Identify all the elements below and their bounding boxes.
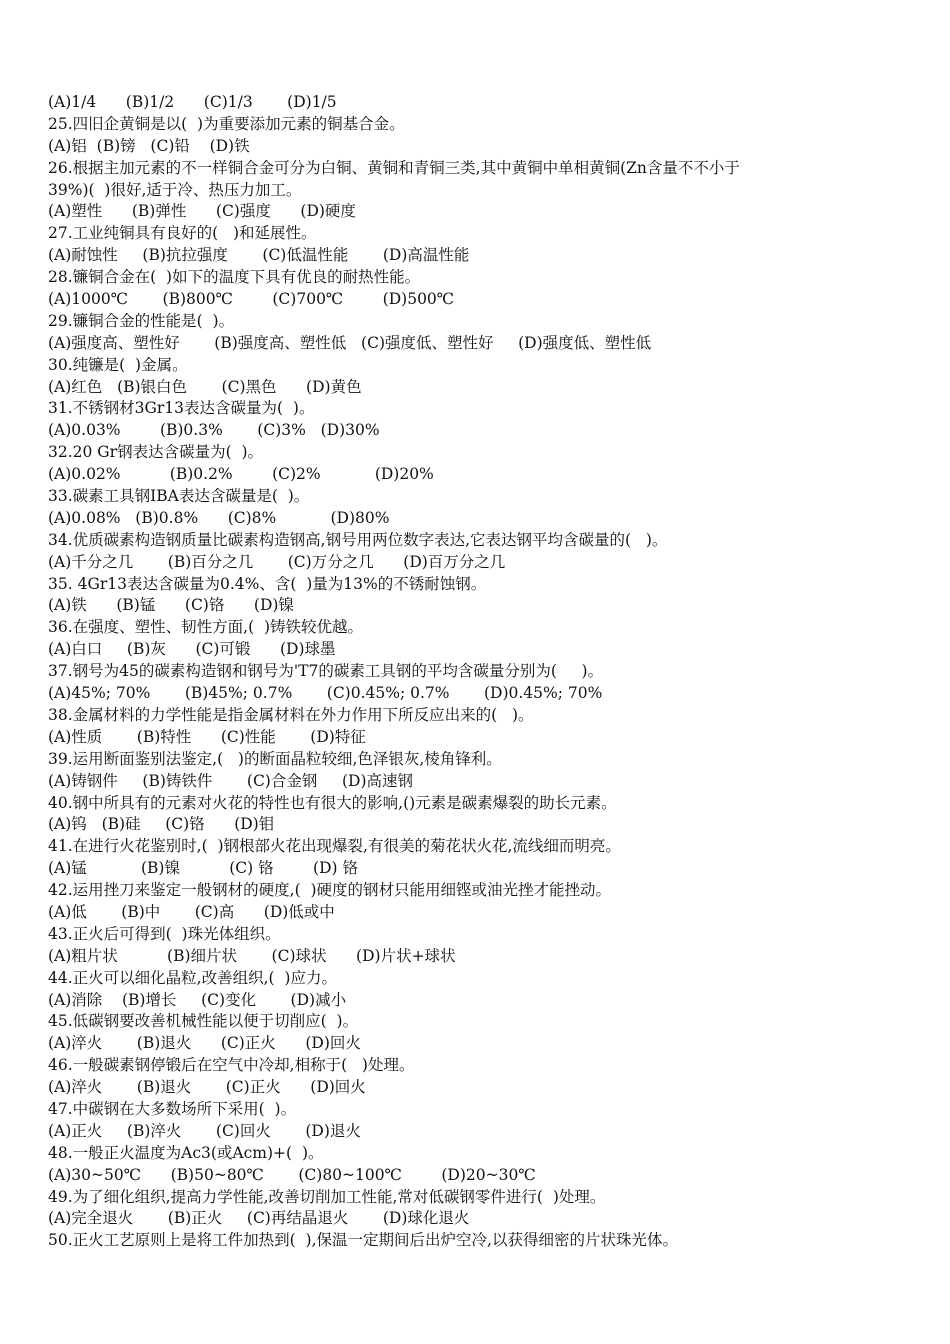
options-line: (A)30~50℃ (B)50~80℃ (C)80~100℃ (D)20~30℃ — [48, 1165, 536, 1184]
options-line: (A)0.02% (B)0.2% (C)2% (D)20% — [48, 465, 434, 484]
question-line: 25.四旧企黄铜是以( )为重要添加元素的铜基合金。 — [48, 114, 405, 133]
question-line: 34.优质碳素构造钢质量比碳素构造钢高,钢号用两位数字表达,它表达钢平均含碳量的( )。 — [48, 530, 668, 549]
question-line: 42.运用挫刀来鉴定一般钢材的硬度,( )硬度的钢材只能用细铿或油光挫才能挫动。 — [48, 881, 612, 900]
options-line: (A)淬火 (B)退火 (C)正火 (D)回火 — [48, 1034, 361, 1053]
options-line: (A)45%; 70% (B)45%; 0.7% (C)0.45%; 0.7% (D)0.45%; 70% — [48, 684, 603, 703]
question-line: 50.正火工艺原则上是将工件加热到( ),保温一定期间后出炉空冷,以获得细密的片状珠光体。 — [48, 1231, 678, 1250]
document-page — [48, 92, 918, 1252]
options-line: (A)正火 (B)淬火 (C)回火 (D)退火 — [48, 1121, 361, 1140]
question-line: 47.中碳钢在大多数场所下采用( )。 — [48, 1099, 297, 1118]
options-line: (A)红色 (B)银白色 (C)黑色 (D)黄色 — [48, 377, 362, 396]
question-line: 28.镰铜合金在( )如下的温度下具有优良的耐热性能。 — [48, 268, 421, 287]
question-line: 39%)( )很好,适于冷、热压力加工。 — [48, 180, 302, 199]
question-line: 44.正火可以细化晶粒,改善组织,( )应力。 — [48, 968, 337, 987]
options-line: (A)性质 (B)特性 (C)性能 (D)特征 — [48, 727, 366, 746]
options-line: (A)钨 (B)硅 (C)铬 (D)钼 — [48, 815, 275, 834]
question-line: 38.金属材料的力学性能是指金属材料在外力作用下所反应出来的( )。 — [48, 705, 534, 724]
options-line: (A)白口 (B)灰 (C)可锻 (D)球墨 — [48, 640, 336, 659]
question-line: 30.纯镰是( )金属。 — [48, 355, 188, 374]
question-line: 40.钢中所具有的元素对火花的特性也有很大的影响,()元素是碳素爆裂的助长元素。 — [48, 793, 617, 812]
options-line: (A)耐蚀性 (B)抗拉强度 (C)低温性能 (D)高温性能 — [48, 246, 470, 265]
question-line: 45.低碳钢要改善机械性能以便于切削应( )。 — [48, 1012, 359, 1031]
options-line: (A)塑性 (B)弹性 (C)强度 (D)硬度 — [48, 202, 356, 221]
options-line: (A)完全退火 (B)正火 (C)再结晶退火 (D)球化退火 — [48, 1209, 470, 1228]
options-line: (A)消除 (B)增长 (C)变化 (D)减小 — [48, 990, 347, 1009]
options-line: (A)千分之几 (B)百分之几 (C)万分之几 (D)百万分之几 — [48, 552, 506, 571]
question-line: 46.一般碳素钢停锻后在空气中冷却,相称于( )处理。 — [48, 1056, 415, 1075]
question-line: 41.在进行火花鉴别时,( )钢根部火花出现爆裂,有很美的菊花状火花,流线细而明亮。 — [48, 837, 621, 856]
options-line: (A)1/4 (B)1/2 (C)1/3 (D)1/5 — [48, 93, 337, 111]
options-line: (A)粗片状 (B)细片状 (C)球状 (D)片状+球状 — [48, 946, 456, 965]
question-line: 48.一般正火温度为Ac3(或Acm)+( )。 — [48, 1143, 324, 1162]
question-line: 39.运用断面鉴别法鉴定,( )的断面晶粒较细,色泽银灰,棱角锋利。 — [48, 749, 502, 768]
options-line: (A)0.03% (B)0.3% (C)3% (D)30% — [48, 421, 380, 440]
options-line: (A)铁 (B)锰 (C)铬 (D)镍 — [48, 596, 294, 615]
question-line: 43.正火后可得到( )珠光体组织。 — [48, 924, 281, 943]
options-line: (A)淬火 (B)退火 (C)正火 (D)回火 — [48, 1078, 366, 1097]
options-line: (A)锰 (B)镍 (C) 铬 (D) 铬 — [48, 859, 358, 878]
options-line: (A)1000℃ (B)800℃ (C)700℃ (D)500℃ — [48, 290, 455, 309]
question-line: 26.根据主加元素的不一样铜合金可分为白铜、黄铜和青铜三类,其中黄铜中单相黄铜(Zn含量不不小于 — [48, 158, 740, 177]
options-line: (A)0.08% (B)0.8% (C)8% (D)80% — [48, 508, 390, 527]
question-line: 37.钢号为45的碳素构造钢和钢号为'T7的碳素工具钢的平均含碳量分别为( )。 — [48, 662, 604, 681]
question-line: 31.不锈钢材3Gr13表达含碳量为( )。 — [48, 399, 315, 418]
options-line: (A)强度高、塑性好 (B)强度高、塑性低 (C)强度低、塑性好 (D)强度低、塑性低 — [48, 333, 652, 352]
question-line: 27.工业纯铜具有良好的( )和延展性。 — [48, 224, 317, 243]
question-line: 32.20 Gr钢表达含碳量为( )。 — [48, 443, 264, 462]
question-line: 33.碳素工具钢IBA表达含碳量是( )。 — [48, 487, 310, 506]
options-line: (A)低 (B)中 (C)高 (D)低或中 — [48, 902, 335, 921]
question-line: 29.镰铜合金的性能是( )。 — [48, 311, 235, 330]
question-line: 36.在强度、塑性、韧性方面,( )铸铁较优越。 — [48, 618, 364, 637]
question-line: 49.为了细化组织,提高力学性能,改善切削加工性能,常对低碳钢零件进行( )处理。 — [48, 1187, 606, 1206]
options-line: (A)铸钢件 (B)铸铁件 (C)合金钢 (D)高速钢 — [48, 771, 414, 790]
question-line: 35. 4Gr13表达含碳量为0.4%、含( )量为13%的不锈耐蚀钢。 — [48, 574, 487, 593]
options-line: (A)铝 (B)镑 (C)铅 (D)铁 — [48, 136, 250, 155]
